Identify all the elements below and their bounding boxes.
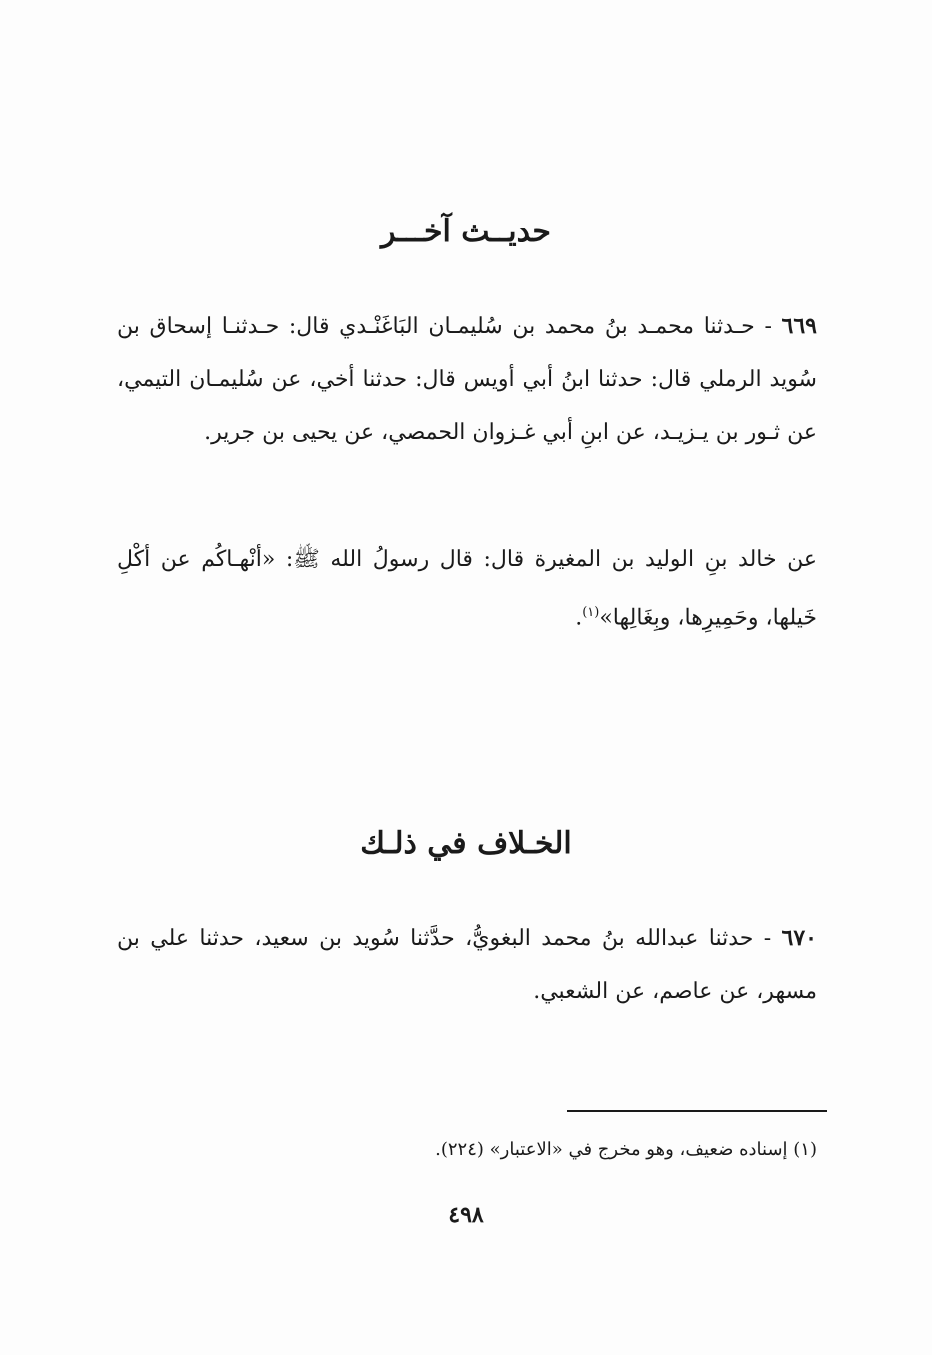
footnote: [117, 1134, 817, 1166]
footnote-reference[interactable]: (١): [582, 605, 600, 620]
hadith-669-matn-end: .: [575, 605, 583, 631]
hadith-669-matn: [117, 533, 817, 644]
footnote-marker: (١): [793, 1139, 817, 1160]
hadith-670: ٦٧٠ - حدثنا عبدالله بنُ محمد البغويُّ، حدَّثنا سُويد بن سعيد، حدثنا علي بن مسهر، عن عاصم، عن الشعبي.: [117, 925, 817, 1004]
hadith-669-text: حـدثنا محمـد بنُ محمد بن سُليمـان البَاغَنْـدي قال: حـدثنـا إسحاق بن سُويد الرملي قال: حدثنا ابنُ أبي أويس قال: حدثنا أخي، عن سُليمـان التيمي، عن ثـور بن يـزيـد، عن ابنِ أبي غـزوان الحمصي، عن يحيى بن جرير.: [117, 314, 817, 445]
section-heading-disagreement: الخـلاف في ذلـك: [360, 826, 572, 861]
footnote-text: إسناده ضعيف، وهو مخرج في «الاعتبار» (٢٢٤).: [435, 1139, 788, 1160]
page-number: ٤٩٨: [448, 1202, 484, 1228]
footnote-separator: [567, 1110, 827, 1112]
hadith-number: ٦٦٩: [781, 313, 817, 339]
hadith-669-matn-text: عن خالد بنِ الوليد بن المغيرة قال: قال رسولُ الله ﷺ: «أنْهـاكُم عن أكْلِ خَيلها، وحَمِيرِها، وبِغَالِها»: [117, 547, 817, 631]
section-heading-another-hadith: حديــث آخـــر: [381, 214, 551, 249]
hadith-number: ٦٧٠: [781, 925, 817, 951]
hadith-669-chain: ٦٦٩ - حـدثنا محمـد بنُ محمد بن سُليمـان البَاغَنْـدي قال: حـدثنـا إسحاق بن سُويد الرملي قال: حدثنا ابنُ أبي أويس قال: حدثنا أخي، عن سُليمـان التيمي، عن ثـور بن يـزيـد، عن ابنِ أبي غـزوان الحمصي، عن يحيى بن جرير.: [117, 313, 817, 445]
hadith-670-text: حدثنا عبدالله بنُ محمد البغويُّ، حدَّثنا سُويد بن سعيد، حدثنا علي بن مسهر، عن عاصم، عن الشعبي.: [117, 926, 817, 1004]
